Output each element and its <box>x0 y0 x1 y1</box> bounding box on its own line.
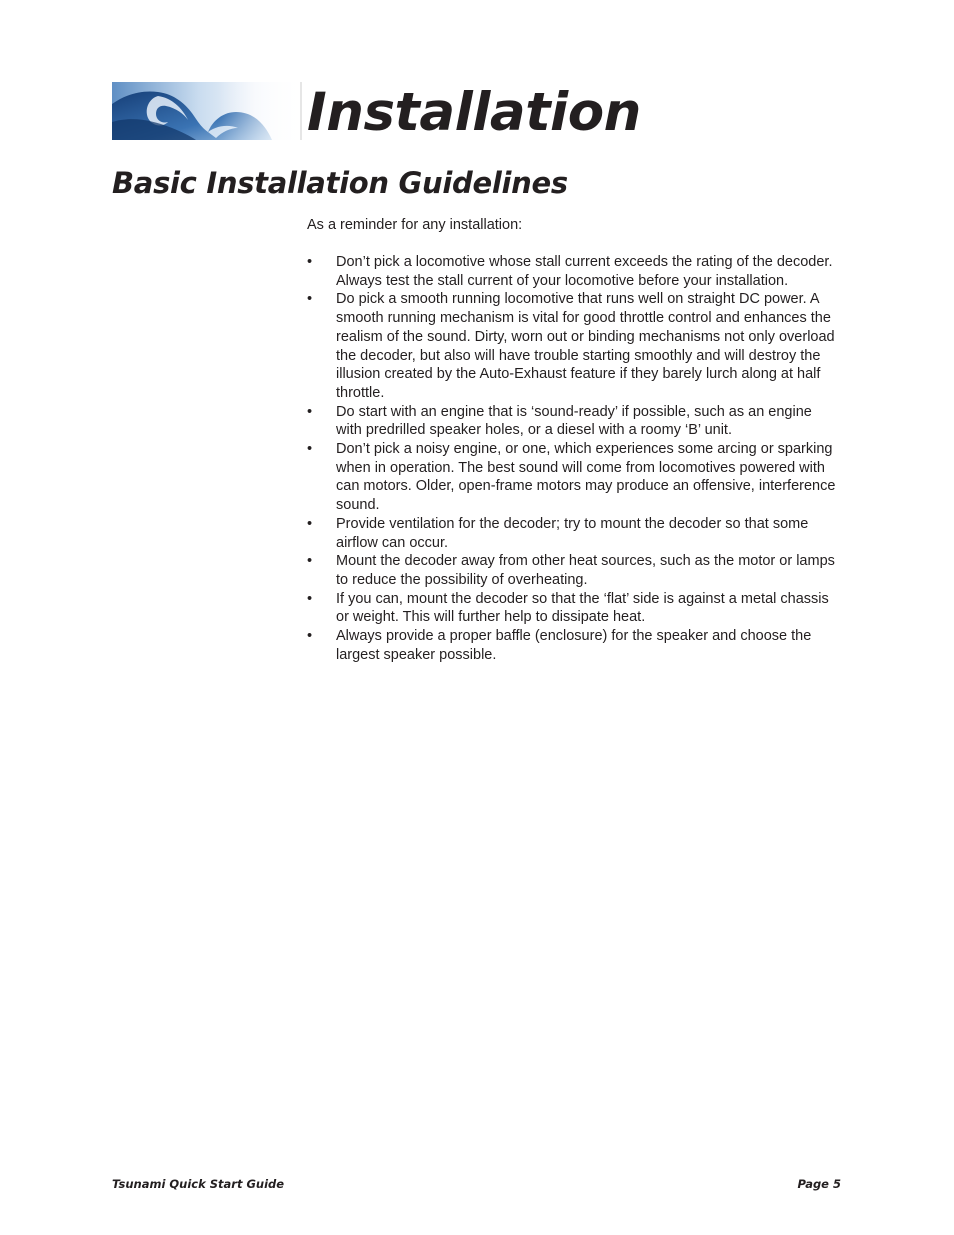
guideline-text: Mount the decoder away from other heat sources, such as the motor or lamps to reduce the possibility of overheating. <box>336 553 835 588</box>
guideline-item <box>307 403 837 440</box>
guidelines-list <box>307 253 837 664</box>
bullet-icon: • <box>307 590 313 607</box>
bullet-icon: • <box>307 403 313 420</box>
bullet-icon: • <box>307 628 313 645</box>
guideline-item <box>307 515 837 552</box>
guideline-item <box>307 552 837 589</box>
bullet-icon: • <box>307 291 313 308</box>
footer-guide-name: Tsunami Quick Start Guide <box>112 1177 285 1191</box>
guideline-text: Don’t pick a noisy engine, or one, which experiences some arcing or sparking when in operation. The best sound will come from locomotives powered with can motors. Older, open-frame motors may produce an offensive, interference sound. <box>336 441 836 514</box>
guideline-text: Provide ventilation for the decoder; try to mount the decoder so that some airflow can occur. <box>336 515 809 551</box>
guideline-item <box>307 590 837 627</box>
chapter-title: Installation <box>307 82 641 143</box>
guideline-text: Don’t pick a locomotive whose stall current exceeds the rating of the decoder. Always test the stall current of your locomotive before your installation. <box>336 254 833 289</box>
guideline-item <box>307 440 837 515</box>
guideline-text: Always provide a proper baffle (enclosure) for the speaker and choose the largest speaker possible. <box>336 628 812 663</box>
bullet-icon: • <box>307 254 313 270</box>
bullet-icon: • <box>307 553 313 570</box>
footer-page-number: Page 5 <box>797 1177 841 1191</box>
bullet-icon: • <box>307 441 313 458</box>
guideline-text: Do pick a smooth running locomotive that runs well on straight DC power. A smooth running mechanism is vital for good throttle control and enhances the realism of the sound. Dirty, worn out or binding mechanisms not only overload the decoder, but also will have trouble starting smoothly and will destroy the illusion created by the Auto-Exhaust feature if they barely lurch along at half throttle. <box>336 291 835 401</box>
guideline-text: If you can, mount the decoder so that the ‘flat’ side is against a metal chassis or weight. This will further help to dissipate heat. <box>336 590 829 626</box>
bullet-icon: • <box>307 515 313 532</box>
guideline-item <box>307 253 837 290</box>
wave-banner-image <box>112 82 304 140</box>
guideline-item <box>307 290 837 402</box>
guideline-item <box>307 627 837 664</box>
section-title: Basic Installation Guidelines <box>112 166 568 200</box>
guideline-text: Do start with an engine that is ‘sound-ready’ if possible, such as an engine with predrilled speaker holes, or a diesel with a roomy ‘B’ unit. <box>336 403 812 439</box>
intro-text: As a reminder for any installation: <box>307 217 523 233</box>
